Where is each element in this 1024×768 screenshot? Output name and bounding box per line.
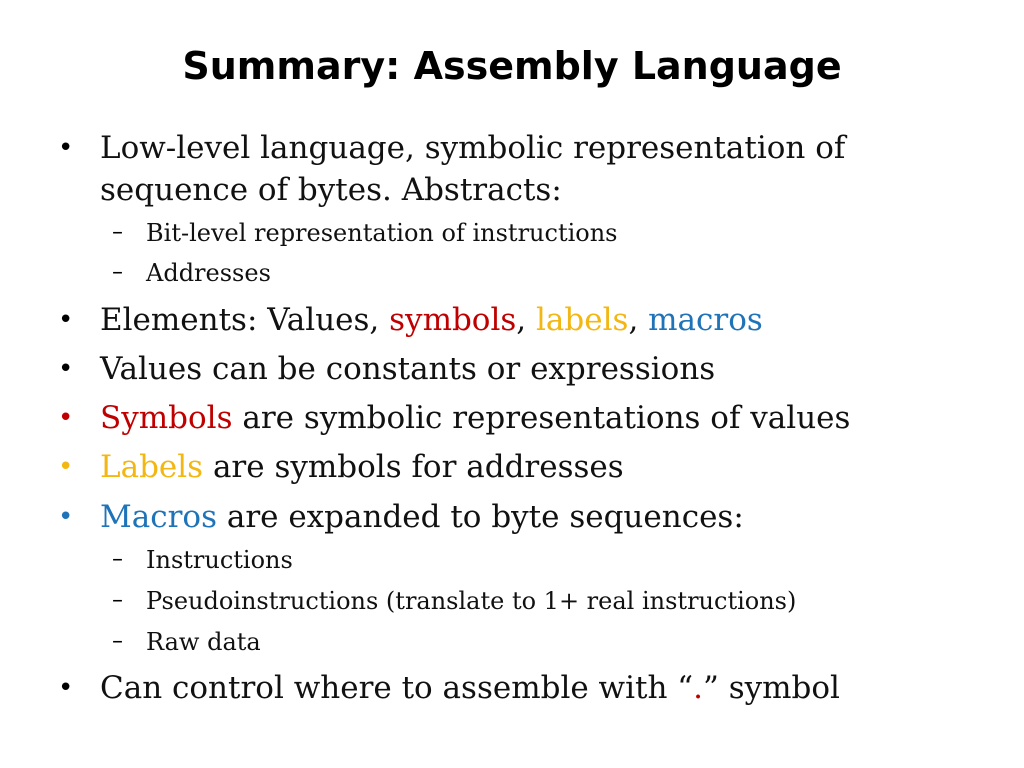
control-prefix: Can control where to assemble with “ [100,670,694,706]
labels-rest: are symbols for addresses [203,449,624,485]
sub-raw-data: Raw data [146,628,261,656]
bullet-marker: • [58,305,74,335]
slide-title: Summary: Assembly Language [182,44,842,88]
bullet-values: Values can be constants or expressions [100,351,716,387]
macros-rest: are expanded to byte sequences: [216,499,744,535]
bullet-marker: • [58,673,74,703]
control-suffix: ” symbol [703,670,840,706]
bullet-macros [100,497,744,537]
bullet-marker: • [58,133,74,163]
bullet-low-level-line1: Low-level language, symbolic representation of [100,130,846,166]
dot-symbol: . [693,670,703,706]
bullet-marker-blue: • [58,502,74,532]
bullet-elements [100,300,763,340]
sub-bit-level: Bit-level representation of instructions [146,219,618,247]
sub-addresses: Addresses [146,259,271,287]
macros-word: macros [648,302,763,338]
dash-marker: – [112,260,123,285]
elements-prefix: Elements: Values, [100,302,390,338]
labels-word: labels [536,302,629,338]
dash-marker: – [112,629,123,654]
sub-instructions: Instructions [146,546,293,574]
dash-marker: – [112,547,123,572]
bullet-marker: • [58,354,74,384]
sub-pseudoinstructions: Pseudoinstructions (translate to 1+ real instructions) [146,587,797,615]
dash-marker: – [112,588,123,613]
bullet-symbols [100,398,850,438]
bullet-marker-red: • [58,403,74,433]
elements-sep1: , [516,302,537,338]
symbols-word: symbols [389,302,517,338]
dash-marker: – [112,220,123,245]
bullet-control [100,668,840,708]
bullet-marker-gold: • [58,452,74,482]
labels-keyword: Labels [100,449,204,485]
bullet-low-level-line2: sequence of bytes. Abstracts: [100,172,562,208]
symbols-rest: are symbolic representations of values [232,400,851,436]
elements-sep2: , [628,302,649,338]
macros-keyword: Macros [100,499,217,535]
symbols-keyword: Symbols [100,400,233,436]
bullet-labels [100,447,624,487]
